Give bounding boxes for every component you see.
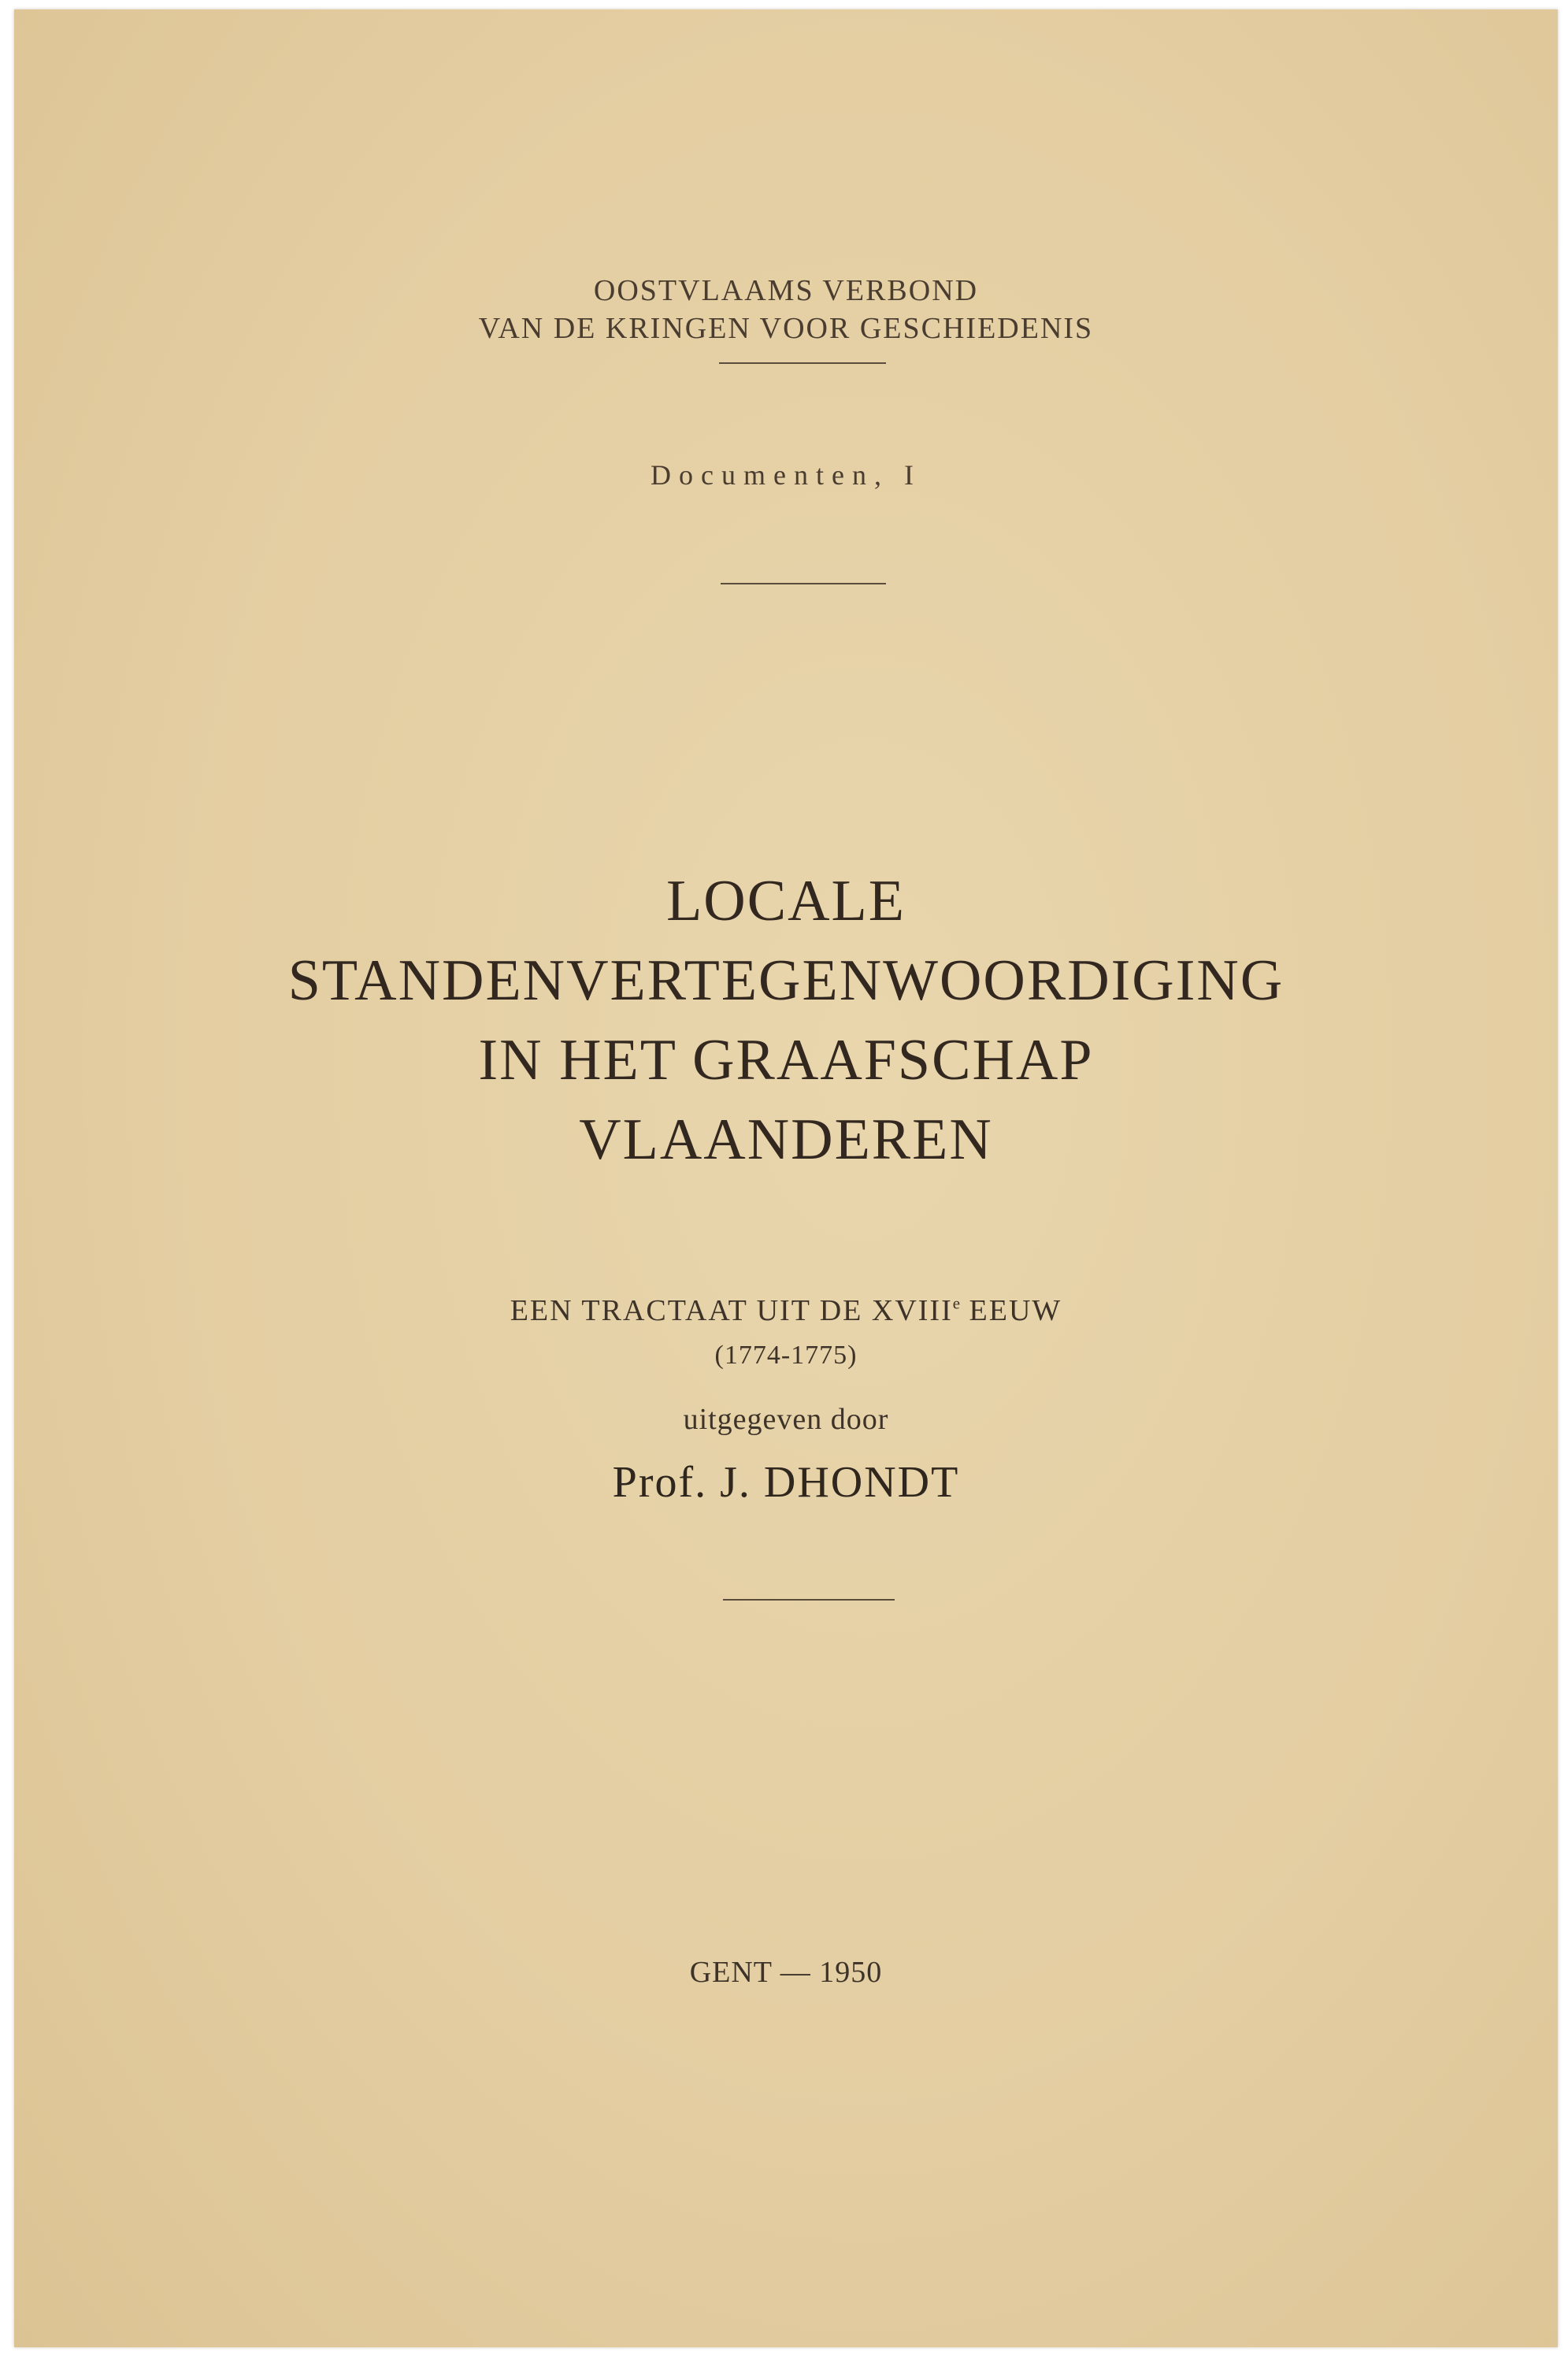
- title-line-1: LOCALE: [666, 869, 906, 933]
- place-and-year: GENT — 1950: [689, 1956, 883, 1989]
- book-subtitle: [14, 1293, 1558, 1328]
- divider-rule: [723, 1599, 895, 1601]
- author-name: Prof. J. DHONDT: [612, 1458, 960, 1507]
- publisher-name: [14, 272, 1558, 347]
- editor-byline: uitgegeven door: [683, 1403, 889, 1436]
- title-line-3: IN HET GRAAFSCHAP: [478, 1028, 1094, 1092]
- title-line-2: STANDENVERTEGENWOORDIGING: [287, 948, 1284, 1013]
- book-cover: [14, 9, 1558, 2347]
- date-range: (1774-1775): [714, 1341, 858, 1370]
- subtitle-suffix: EEUW: [960, 1294, 1062, 1327]
- publisher-line-2: VAN DE KRINGEN VOOR GESCHIEDENIS: [478, 312, 1094, 345]
- title-line-4: VLAANDEREN: [579, 1107, 993, 1172]
- divider-rule: [719, 362, 886, 364]
- subtitle-superscript: e: [952, 1293, 961, 1313]
- subtitle-text: EEN TRACTAAT UIT DE XVIII: [510, 1294, 953, 1327]
- book-title: [14, 862, 1558, 1180]
- publisher-line-1: OOSTVLAAMS VERBOND: [593, 274, 979, 307]
- divider-rule: [721, 583, 886, 584]
- series-label: Documenten, I: [651, 459, 921, 491]
